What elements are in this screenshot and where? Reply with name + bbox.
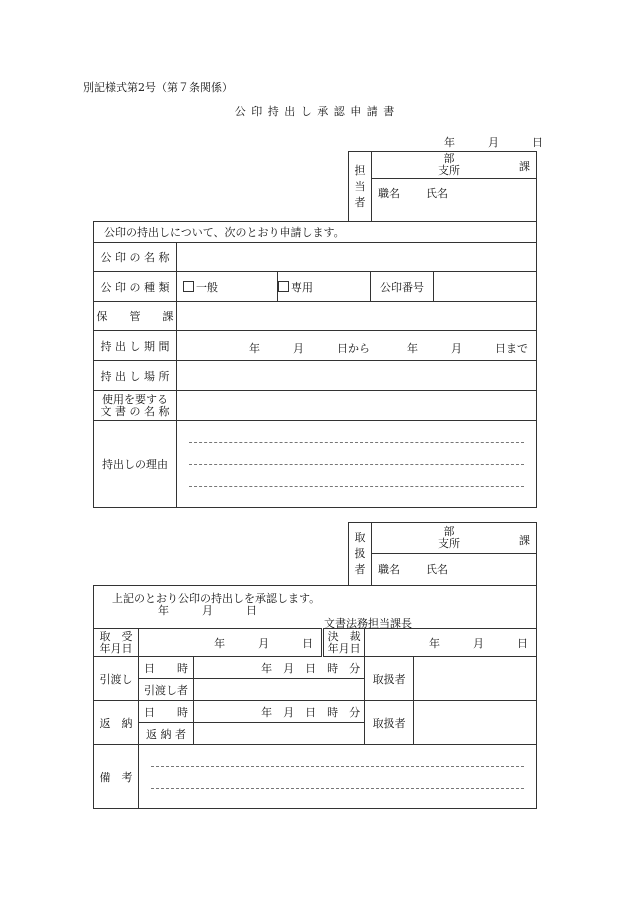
document-label-line1: 使用を要する <box>102 392 168 406</box>
place-field[interactable] <box>177 361 537 391</box>
handover-handler-label: 取扱者 <box>365 657 414 701</box>
handler-side-char: 取 <box>354 531 366 544</box>
seal-name-field[interactable] <box>177 243 537 272</box>
approval-text: 上記のとおり公印の持出しを承認します。 <box>112 591 321 605</box>
applicant-name-label: 氏名 <box>426 187 448 200</box>
return-label: 返 納 <box>94 701 139 745</box>
handler-name-cell[interactable] <box>372 554 537 586</box>
seal-name-label: 公 印 の 名 称 <box>94 243 177 272</box>
applicant-name-cell[interactable] <box>372 179 537 222</box>
application-table <box>93 221 537 508</box>
seal-type-general[interactable] <box>177 272 278 302</box>
handler-branch-label: 支所 <box>438 537 460 550</box>
seal-number-label: 公印番号 <box>371 272 434 302</box>
seal-type-label: 公 印 の 種 類 <box>94 272 177 302</box>
applicant-side-label <box>349 152 372 222</box>
applicant-branch-label: 支所 <box>438 164 460 177</box>
return-person-label: 返 納 者 <box>139 723 194 745</box>
reason-line <box>189 464 524 465</box>
document-label-line2: 文 書 の 名 称 <box>100 404 170 418</box>
custody-label: 保 管 課 <box>94 302 177 331</box>
reason-line <box>189 442 524 443</box>
approval-cell <box>94 586 537 629</box>
applicant-dept-label: 部 <box>443 152 455 165</box>
return-datetime-field[interactable]: 年 月 日 時 分 <box>194 701 365 723</box>
period-to: 年 月 日まで <box>407 341 528 355</box>
handover-person-field[interactable] <box>194 679 365 701</box>
applicant-side-char: 者 <box>354 195 366 209</box>
handler-dept-label: 部 <box>443 525 455 538</box>
dedicated-checkbox[interactable] <box>278 281 289 292</box>
remarks-field[interactable] <box>139 745 537 809</box>
remarks-line <box>151 766 524 767</box>
received-label-line1: 取 受 <box>99 629 133 643</box>
handler-side-label <box>349 523 372 586</box>
received-label-line2: 年月日 <box>99 641 133 655</box>
seal-type-dedicated[interactable] <box>278 272 371 302</box>
decision-date-field[interactable] <box>365 629 537 657</box>
reason-label: 持出しの理由 <box>94 421 177 508</box>
place-label: 持 出 し 場 所 <box>94 361 177 391</box>
decision-label <box>323 629 365 657</box>
handler-section-label: 課 <box>519 534 530 547</box>
return-person-field[interactable] <box>194 723 365 745</box>
return-datetime-label: 日 時 <box>139 701 194 723</box>
handler-side-char: 扱 <box>354 547 366 560</box>
dedicated-option-label: 専用 <box>291 280 313 294</box>
general-checkbox[interactable] <box>183 281 194 292</box>
handler-department-cell[interactable] <box>372 523 537 554</box>
return-handler-field[interactable] <box>414 701 537 745</box>
applicant-section-label: 課 <box>519 160 530 173</box>
handover-person-label: 引渡し者 <box>139 679 194 701</box>
handover-label: 引渡し <box>94 657 139 701</box>
applicant-side-char: 担 <box>354 163 366 177</box>
applicant-department-cell[interactable] <box>372 152 537 179</box>
application-intro: 公印の持出しについて、次のとおり申請します。 <box>94 222 537 243</box>
approval-date: 年 月 日 <box>158 603 257 617</box>
page-title: 公 印 持 出 し 承 認 申 請 書 <box>234 105 396 118</box>
decision-date: 年 月 日 <box>429 636 528 650</box>
period-from: 年 月 日から <box>249 341 370 355</box>
remarks-label: 備 考 <box>94 745 139 809</box>
approval-table <box>93 585 537 809</box>
document-label <box>94 391 177 421</box>
general-option-label: 一般 <box>196 280 218 294</box>
applicant-side-char: 当 <box>354 179 366 193</box>
decision-label-line2: 年月日 <box>327 641 361 655</box>
document-field[interactable] <box>177 391 537 421</box>
application-date: 年 月 日 <box>444 136 543 149</box>
handler-position-label: 職名 <box>378 563 400 576</box>
handler-box <box>348 522 537 586</box>
period-field[interactable] <box>177 331 537 361</box>
period-label: 持 出 し 期 間 <box>94 331 177 361</box>
return-handler-label: 取扱者 <box>365 701 414 745</box>
reason-field[interactable] <box>177 421 537 508</box>
applicant-position-label: 職名 <box>378 187 400 200</box>
handover-datetime-label: 日 時 <box>139 657 194 679</box>
decision-label-line1: 決 裁 <box>327 629 361 643</box>
custody-field[interactable] <box>177 302 537 331</box>
form-reference: 別記様式第2号（第７条関係） <box>83 81 233 94</box>
approver-title: 文書法務担当課長 <box>324 616 412 630</box>
handover-datetime-field[interactable]: 年 月 日 時 分 <box>194 657 365 679</box>
remarks-line <box>151 788 524 789</box>
handover-handler-field[interactable] <box>414 657 537 701</box>
received-date: 年 月 日 <box>214 636 314 650</box>
handler-name-label: 氏名 <box>426 563 448 576</box>
reason-line <box>189 486 524 487</box>
seal-number-field[interactable] <box>434 272 537 302</box>
received-date-field[interactable] <box>139 629 323 657</box>
received-label <box>94 629 139 657</box>
applicant-box <box>348 151 537 222</box>
handler-side-char: 者 <box>354 563 366 576</box>
